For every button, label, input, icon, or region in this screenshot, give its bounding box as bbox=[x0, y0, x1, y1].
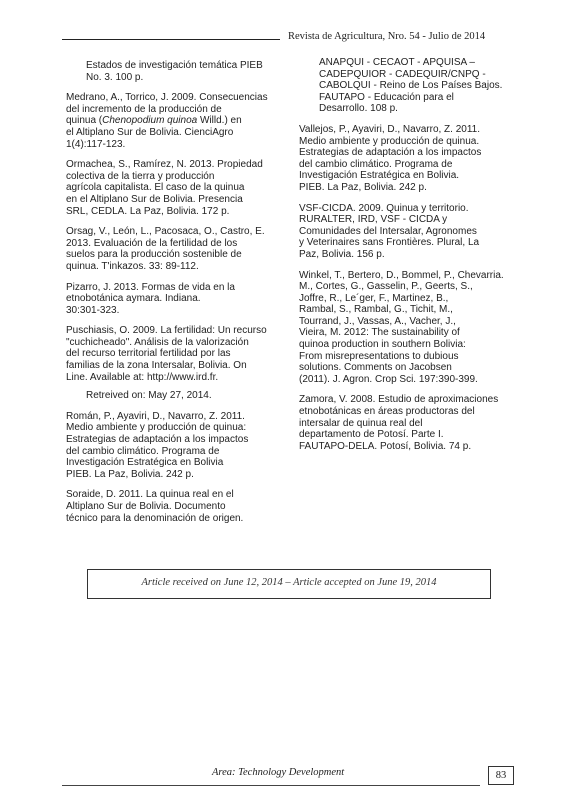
journal-header: Revista de Agricultura, Nro. 54 - Julio de 2014 bbox=[288, 31, 486, 42]
reference-entry: Puschiasis, O. 2009. La fertilidad: Un recurso "cuchicheado". Análisis de la valorización del recurso territorial fertilidad por las familias de la zona Intersalar, Bolivia. On Line. Available at: http://www.ird.fr. bbox=[66, 325, 267, 383]
header-rule bbox=[62, 39, 280, 40]
reference-entry: Soraide, D. 2011. La quinua real en el Altiplano Sur de Bolivia. Documento técnico para la denominación de origen. bbox=[66, 489, 244, 524]
reference-entry: Zamora, V. 2008. Estudio de aproximaciones etnobotánicas en áreas productoras del intersalar de quinua real del departamento de Potosí. Parte I. FAUTAPO-DELA. Potosí, Bolivia. 74 p. bbox=[299, 394, 499, 452]
reference-entry: Román, P., Ayaviri, D., Navarro, Z. 2011. Medio ambiente y producción de quinua: Estrategias de adaptación a los impactos del cambio climático. Programa de Investigación Estratégica en Bolivia PIEB. La Paz, Bolivia. 242 p. bbox=[66, 410, 249, 480]
retrieved-date: Retreived on: May 27, 2014. bbox=[86, 390, 212, 402]
footer-area-label: Area: Technology Development bbox=[212, 767, 345, 778]
article-dates-text: Article received on June 12, 2014 – Article accepted on June 19, 2014 bbox=[141, 577, 437, 588]
references-left-column bbox=[66, 60, 279, 533]
reference-entry: Estados de investigación temática PIEB No. 3. 100 p. bbox=[86, 60, 263, 83]
reference-entry: Pizarro, J. 2013. Formas de vida en la etnobotánica aymara. Indiana. 30:301-323. bbox=[66, 281, 235, 316]
references-right-column bbox=[299, 57, 513, 461]
reference-entry: Orsag, V., León, L., Pacosaca, O., Castro, E. 2013. Evaluación de la fertilidad de los suelos para la producción sostenible de quinua. T'inkazos. 33: 89-112. bbox=[66, 226, 265, 272]
article-dates-box bbox=[87, 569, 491, 599]
page-number: 83 bbox=[488, 766, 514, 785]
footer-rule bbox=[62, 785, 480, 786]
reference-entry: Medrano, A., Torrico, J. 2009. Consecuencias del incremento de la producción de quinua (Chenopodium quinoa Willd.) en el Altiplano Sur de Bolivia. CienciAgro 1(4):117-123. bbox=[66, 92, 268, 150]
reference-entry: Winkel, T., Bertero, D., Bommel, P., Chevarria. M., Cortes, G., Gasselin, P., Geerts, S., Joffre, R., Le´ger, F., Martinez, B., Rambal, S., Rambal, G., Tichit, M., Tourrand, J., Vassas, A., Vacher, J., Vieira, M. 2012: The sustainability of quinoa production in southern Bolivia: From misrepresentations to dubious solutions. Comments on Jacobsen (2011). J. Agron. Crop Sci. 197:390-399. bbox=[299, 269, 504, 385]
reference-entry: VSF-CICDA. 2009. Quinua y territorio. RURALTER, IRD, VSF - CICDA y Comunidades del Intersalar, Agronomes y Veterinaires sans Frontières. Plural, La Paz, Bolivia. 156 p. bbox=[299, 202, 480, 260]
reference-entry: Ormachea, S., Ramírez, N. 2013. Propiedad colectiva de la tierra y producción agrícola capitalista. El caso de la quinua en el Altiplano Sur de Bolivia. Presencia SRL, CEDLA. La Paz, Bolivia. 172 p. bbox=[66, 159, 263, 217]
reference-entry: Vallejos, P., Ayaviri, D., Navarro, Z. 2011. Medio ambiente y producción de quinua. Estrategias de adaptación a los impactos del cambio climático. Programa de Investigación Estratégica en Bolivia. PIEB. La Paz, Bolivia. 242 p. bbox=[299, 123, 482, 193]
reference-entry: ANAPQUI - CECAOT - APQUISA – CADEPQUIOR - CADEQUIR/CNPQ - CABOLQUI - Reino de Los Países Bajos. FAUTAPO - Educación para el Desarrollo. 108 p. bbox=[319, 57, 503, 115]
